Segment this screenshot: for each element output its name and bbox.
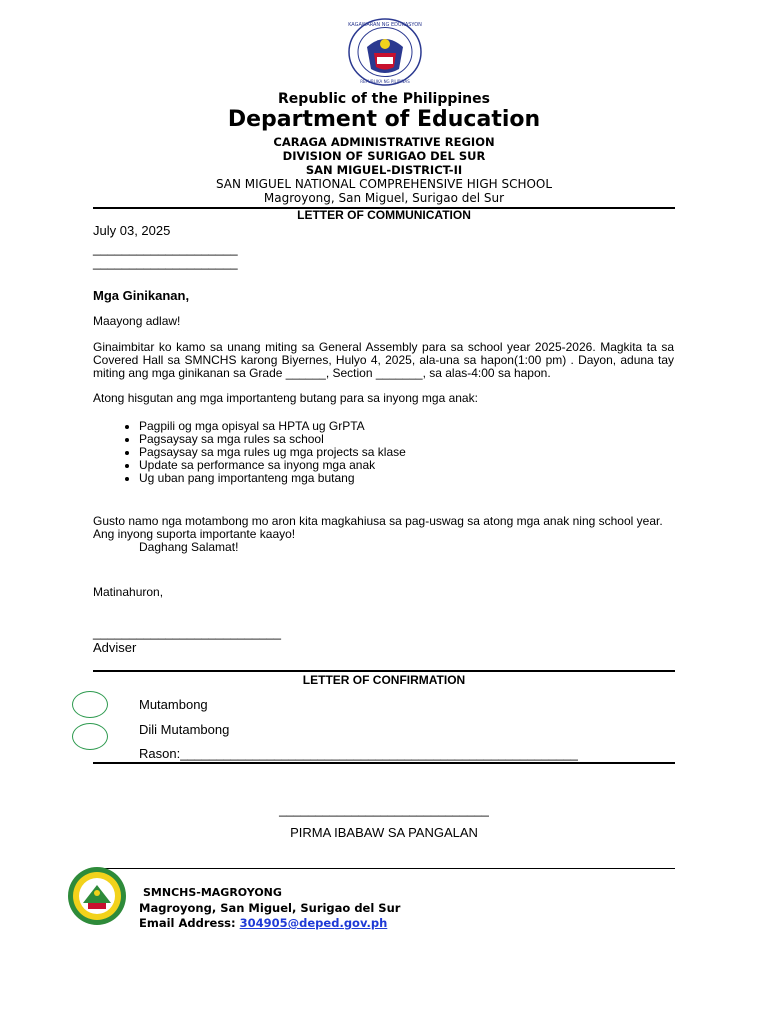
confirmation-divider-top	[93, 670, 675, 672]
agenda-item: • Pagpili og mga opisyal sa HPTA ug GrPTA	[139, 420, 406, 433]
footer-email-link[interactable]: 304905@deped.gov.ph	[239, 916, 388, 930]
confirmation-title: LETTER OF CONFIRMATION	[302, 673, 466, 687]
closing: Matinahuron,	[93, 585, 164, 599]
attend-option-circle[interactable]	[72, 691, 108, 718]
greeting: Maayong adlaw!	[93, 314, 181, 328]
deped-seal	[347, 17, 423, 87]
svg-text:KAGAWARAN NG EDUKASYON: KAGAWARAN NG EDUKASYON	[348, 22, 422, 28]
agenda-list	[113, 420, 406, 485]
parent-signature-caption: PIRMA IBABAW SA PANGALAN	[290, 825, 478, 840]
letter-date: July 03, 2025	[93, 223, 171, 238]
header-region: CARAGA ADMINISTRATIVE REGION	[273, 135, 495, 149]
footer-email-label: Email Address:	[139, 916, 236, 930]
adviser-label: Adviser	[93, 640, 137, 655]
salutation: Mga Ginikanan,	[93, 288, 190, 303]
recipient-line-2: ____________________	[93, 255, 238, 270]
not-attend-option-circle[interactable]	[72, 723, 108, 750]
confirmation-divider-bottom	[93, 762, 675, 764]
agenda-intro: Atong hisgutan ang mga importanteng butang para sa inyong mga anak:	[93, 391, 478, 405]
reason-field[interactable]: Rason:_______________________________________________________	[139, 746, 578, 761]
parent-signature-line: _____________________________	[279, 802, 489, 817]
header-district: SAN MIGUEL-DISTRICT-II	[305, 163, 463, 177]
closing-paragraph: Gusto namo nga motambong mo aron kita magkahiusa sa pag-uswag sa atong mga anak ning school year. Ang inyong suporta importante kaayo!	[93, 514, 663, 541]
header-address: Magroyong, San Miguel, Surigao del Sur	[263, 191, 505, 205]
header-republic: Republic of the Philippines	[278, 91, 490, 107]
agenda-item: • Pagsaysay sa mga rules ug mga projects sa klase	[139, 446, 406, 459]
not-attend-option-label: Dili Mutambong	[139, 722, 230, 737]
header-school: SAN MIGUEL NATIONAL COMPREHENSIVE HIGH SCHOOL	[215, 177, 553, 191]
svg-text:REPUBLIKA NG PILIPINAS: REPUBLIKA NG PILIPINAS	[360, 79, 410, 84]
school-seal	[66, 865, 128, 927]
invitation-paragraph: Ginaimbitar ko kamo sa unang miting sa General Assembly para sa school year 2025-2026. Magkita ta sa Covered Hall sa SMNCHS karong Biyernes, Hulyo 4, 2025, ala-una sa hapon(1:00 pm) . Dayon, aduna tay miting ang mga ginikanan sa Grade ______, Section _______, sa alas-4:00 sa hapon.	[93, 340, 674, 380]
footer-divider	[93, 868, 675, 869]
agenda-item: • Pagsaysay sa mga rules sa school	[139, 433, 406, 446]
header-department: Department of Education	[227, 107, 541, 132]
agenda-item: • Ug uban pang importanteng mga butang	[139, 472, 406, 485]
footer-address: Magroyong, San Miguel, Surigao del Sur	[139, 901, 401, 915]
letter-title: LETTER OF COMMUNICATION	[297, 208, 471, 222]
agenda-item: • Update sa performance sa inyong mga anak	[139, 459, 406, 472]
recipient-line-1: ____________________	[93, 241, 238, 256]
header-division: DIVISION OF SURIGAO DEL SUR	[282, 149, 486, 163]
footer-email-row	[139, 916, 387, 930]
attend-option-label: Mutambong	[139, 697, 208, 712]
adviser-signature-line: __________________________	[93, 625, 281, 640]
footer-school: SMNCHS-MAGROYONG	[143, 886, 282, 899]
thanks: Daghang Salamat!	[139, 540, 239, 554]
